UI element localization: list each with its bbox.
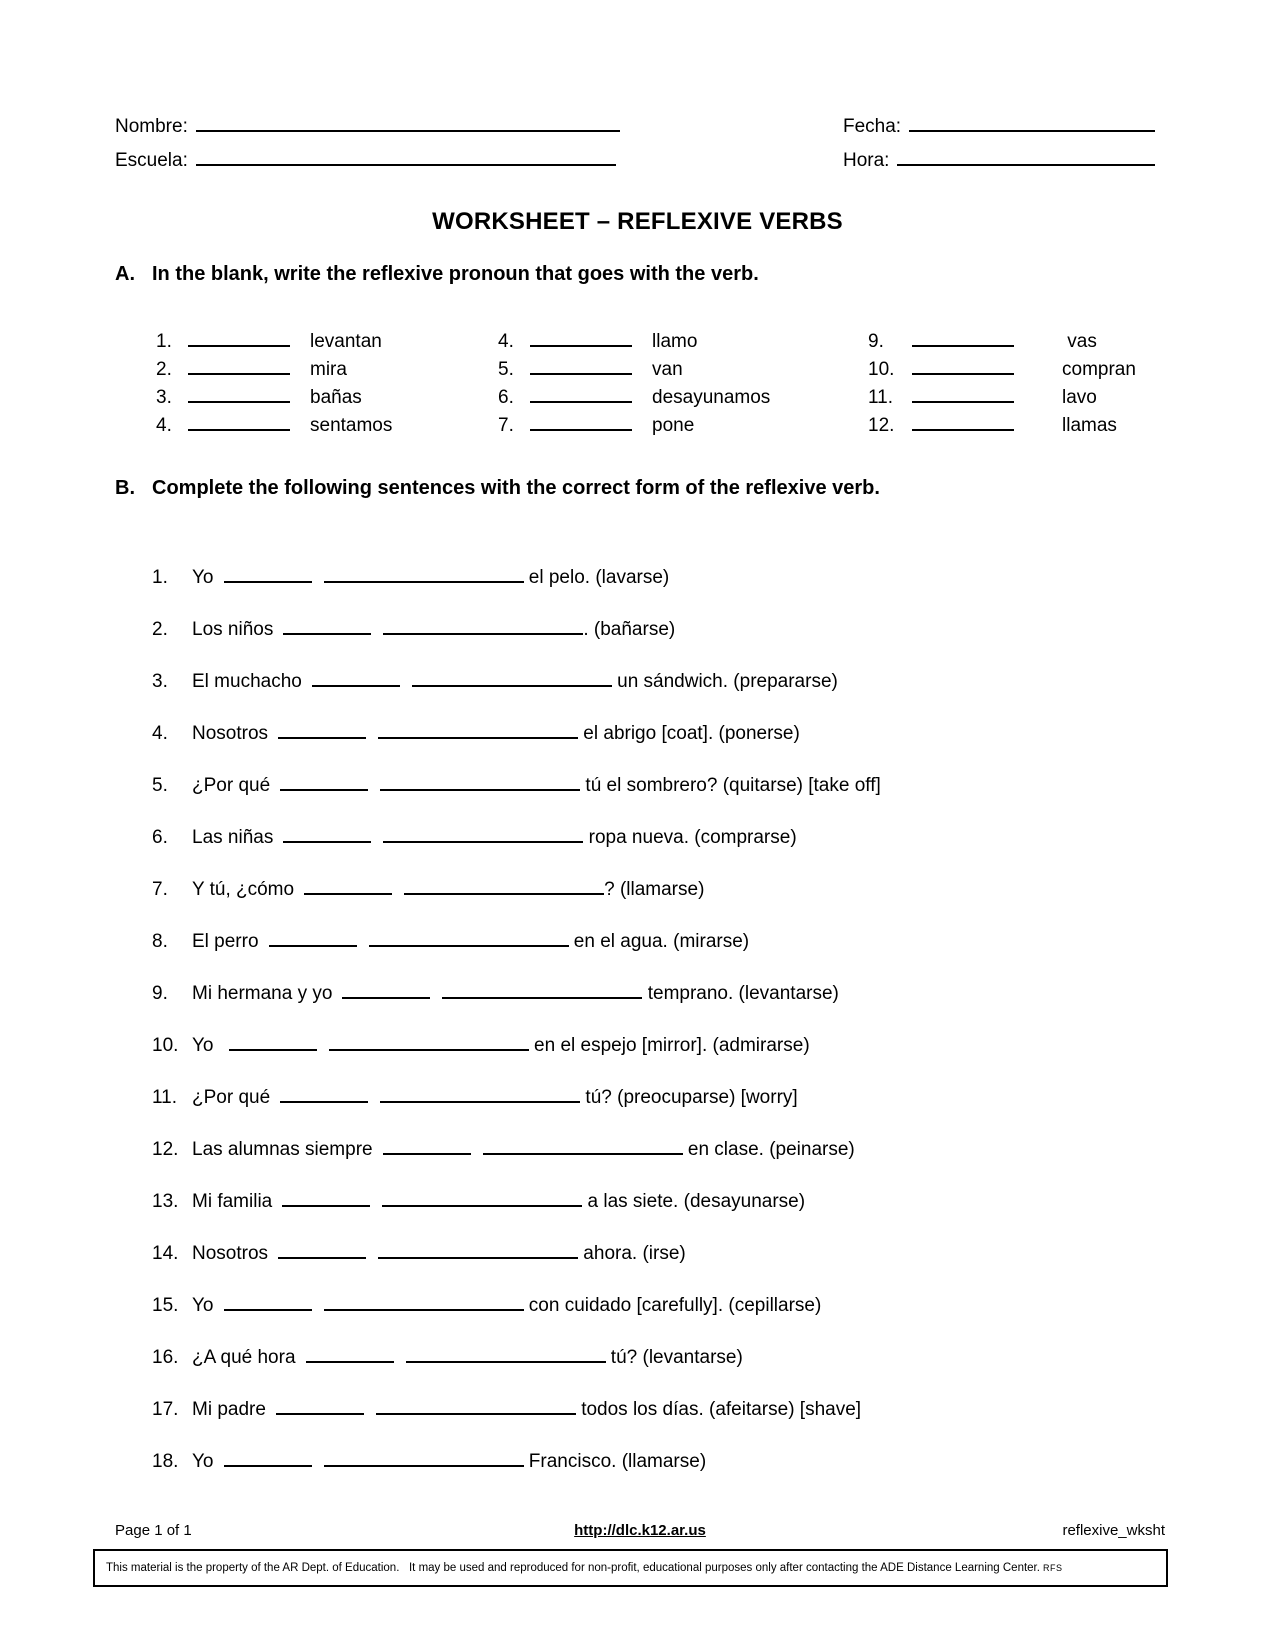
verb-text: van <box>652 359 683 380</box>
sentence-end: el pelo. (lavarse) <box>523 567 670 588</box>
b-item <box>152 822 881 874</box>
pronoun-blank <box>530 326 632 347</box>
escuela-blank-line <box>196 146 616 166</box>
page-title: WORKSHEET – REFLEXIVE VERBS <box>432 208 843 235</box>
verb-blank <box>383 822 583 843</box>
item-number: 11. <box>152 1087 178 1108</box>
pronoun-blank <box>530 410 632 431</box>
pronoun-blank <box>283 614 371 635</box>
item-number: 16. <box>152 1347 179 1368</box>
item-number: 2. <box>152 619 168 640</box>
verb-blank <box>324 562 524 583</box>
pronoun-blank <box>188 382 290 403</box>
b-item <box>152 1030 881 1082</box>
item-number: 4. <box>156 415 172 436</box>
b-item <box>152 978 881 1030</box>
verb-text: llamo <box>652 331 698 352</box>
a-item <box>868 382 1136 410</box>
sentence-end: en clase. (peinarse) <box>682 1139 855 1160</box>
verb-blank <box>329 1030 529 1051</box>
document-name: reflexive_wksht <box>1062 1522 1165 1539</box>
fecha-blank-line <box>909 112 1155 132</box>
sentence-end: a las siete. (desayunarse) <box>582 1191 806 1212</box>
copyright-notice-text: This material is the property of the AR Dept. of Education. It may be used and reproduced for non-profit, educational purposes only after contacting the ADE Distance Learning Center. <box>106 1562 1040 1574</box>
escuela-label: Escuela: <box>115 150 188 171</box>
b-item <box>152 1446 881 1498</box>
sentence-end: tú? (preocuparse) [worry] <box>580 1087 798 1108</box>
verb-blank <box>406 1342 606 1363</box>
verb-blank <box>383 614 583 635</box>
verb-blank <box>483 1134 683 1155</box>
b-item <box>152 1290 881 1342</box>
section-a-column-2 <box>498 326 770 438</box>
sentence-start: Yo <box>192 1035 219 1056</box>
b-item <box>152 1342 881 1394</box>
sentence-start: Los niños <box>192 619 274 640</box>
pronoun-blank <box>304 874 392 895</box>
item-number: 4. <box>498 331 514 352</box>
item-number: 2. <box>156 359 172 380</box>
verb-blank <box>380 1082 580 1103</box>
page-number: Page 1 of 1 <box>115 1522 192 1539</box>
verb-blank <box>369 926 569 947</box>
sentence-start: Mi padre <box>192 1399 266 1420</box>
pronoun-blank <box>282 1186 370 1207</box>
sentence-start: Yo <box>192 567 214 588</box>
sentence-start: Yo <box>192 1295 214 1316</box>
b-item <box>152 666 881 718</box>
item-number: 7. <box>152 879 168 900</box>
item-number: 9. <box>868 331 884 352</box>
item-number: 12. <box>868 415 895 436</box>
a-item <box>156 354 392 382</box>
a-item <box>868 410 1136 438</box>
a-item <box>156 326 392 354</box>
pronoun-blank <box>278 1238 366 1259</box>
b-item <box>152 1082 881 1134</box>
item-number: 6. <box>152 827 168 848</box>
verb-text: compran <box>1062 359 1136 380</box>
sentence-end: tú? (levantarse) <box>605 1347 743 1368</box>
pronoun-blank <box>224 1446 312 1467</box>
pronoun-blank <box>912 354 1014 375</box>
b-item <box>152 1134 881 1186</box>
sentence-end: en el espejo [mirror]. (admirarse) <box>528 1035 810 1056</box>
item-number: 6. <box>498 387 514 408</box>
verb-text: llamas <box>1062 415 1117 436</box>
sentence-start: ¿Por qué <box>192 1087 271 1108</box>
section-a-heading <box>115 263 759 286</box>
item-number: 5. <box>498 359 514 380</box>
verb-text: vas <box>1062 331 1097 352</box>
section-b-letter: B. <box>115 477 135 499</box>
pronoun-blank <box>269 926 357 947</box>
section-a-column-3 <box>868 326 1136 438</box>
pronoun-blank <box>188 326 290 347</box>
b-item <box>152 1186 881 1238</box>
item-number: 14. <box>152 1243 179 1264</box>
pronoun-blank <box>342 978 430 999</box>
verb-blank <box>380 770 580 791</box>
pronoun-blank <box>188 410 290 431</box>
verb-blank <box>376 1394 576 1415</box>
item-number: 15. <box>152 1295 179 1316</box>
sentence-end: todos los días. (afeitarse) [shave] <box>575 1399 862 1420</box>
sentence-start: Las alumnas siempre <box>192 1139 373 1160</box>
a-item <box>498 382 770 410</box>
sentence-end: un sándwich. (prepararse) <box>611 671 838 692</box>
item-number: 1. <box>156 331 172 352</box>
pronoun-blank <box>229 1030 317 1051</box>
sentence-end: . (bañarse) <box>583 619 676 640</box>
item-number: 4. <box>152 723 168 744</box>
sentence-start: ¿Por qué <box>192 775 271 796</box>
pronoun-blank <box>306 1342 394 1363</box>
pronoun-blank <box>912 410 1014 431</box>
verb-text: bañas <box>310 387 362 408</box>
b-item <box>152 718 881 770</box>
item-number: 10. <box>868 359 895 380</box>
item-number: 5. <box>152 775 168 796</box>
sentence-end: con cuidado [carefully]. (cepillarse) <box>523 1295 822 1316</box>
sentence-start: Las niñas <box>192 827 274 848</box>
copyright-notice-box <box>93 1549 1168 1587</box>
pronoun-blank <box>280 770 368 791</box>
verb-text: desayunamos <box>652 387 771 408</box>
pronoun-blank <box>312 666 400 687</box>
sentence-start: Mi familia <box>192 1191 273 1212</box>
verb-blank <box>378 1238 578 1259</box>
b-item <box>152 874 881 926</box>
item-number: 9. <box>152 983 168 1004</box>
sentence-end: ahora. (irse) <box>578 1243 686 1264</box>
sentence-start: Nosotros <box>192 723 269 744</box>
pronoun-blank <box>276 1394 364 1415</box>
verb-blank <box>324 1446 524 1467</box>
verb-blank <box>442 978 642 999</box>
item-number: 18. <box>152 1451 179 1472</box>
notice-initials: RFS <box>1042 1563 1063 1573</box>
b-item <box>152 770 881 822</box>
verb-text: lavo <box>1062 387 1097 408</box>
item-number: 13. <box>152 1191 179 1212</box>
verb-blank <box>378 718 578 739</box>
pronoun-blank <box>280 1082 368 1103</box>
verb-blank <box>382 1186 582 1207</box>
pronoun-blank <box>383 1134 471 1155</box>
section-a-column-1 <box>156 326 392 438</box>
pronoun-blank <box>278 718 366 739</box>
item-number: 12. <box>152 1139 179 1160</box>
item-number: 11. <box>868 387 894 408</box>
sentence-end: Francisco. (llamarse) <box>523 1451 707 1472</box>
verb-text: sentamos <box>310 415 393 436</box>
sentence-end: temprano. (levantarse) <box>642 983 839 1004</box>
a-item <box>156 410 392 438</box>
a-item <box>498 326 770 354</box>
sentence-start: Yo <box>192 1451 214 1472</box>
a-item <box>868 326 1136 354</box>
footer-url-link[interactable]: http://dlc.k12.ar.us <box>574 1522 706 1539</box>
section-b-instruction: Complete the following sentences with the correct form of the reflexive verb. <box>152 477 880 499</box>
nombre-label: Nombre: <box>115 116 188 137</box>
hora-field <box>843 146 1155 172</box>
sentence-start: Mi hermana y yo <box>192 983 333 1004</box>
nombre-field <box>115 112 620 138</box>
pronoun-blank <box>912 326 1014 347</box>
pronoun-blank <box>224 562 312 583</box>
a-item <box>498 410 770 438</box>
pronoun-blank <box>188 354 290 375</box>
item-number: 10. <box>152 1035 179 1056</box>
item-number: 1. <box>152 567 168 588</box>
pronoun-blank <box>224 1290 312 1311</box>
fecha-field <box>843 112 1155 138</box>
section-b-list <box>152 562 881 1498</box>
pronoun-blank <box>912 382 1014 403</box>
sentence-start: Nosotros <box>192 1243 269 1264</box>
sentence-start: El muchacho <box>192 671 302 692</box>
b-item <box>152 562 881 614</box>
verb-blank <box>412 666 612 687</box>
escuela-field <box>115 146 616 172</box>
a-item <box>498 354 770 382</box>
a-item <box>156 382 392 410</box>
hora-label: Hora: <box>843 150 890 171</box>
pronoun-blank <box>530 382 632 403</box>
sentence-end: tú el sombrero? (quitarse) [take off] <box>580 775 881 796</box>
item-number: 17. <box>152 1399 179 1420</box>
sentence-end: en el agua. (mirarse) <box>568 931 750 952</box>
verb-text: mira <box>310 359 347 380</box>
pronoun-blank <box>530 354 632 375</box>
sentence-start: Y tú, ¿cómo <box>192 879 295 900</box>
item-number: 7. <box>498 415 514 436</box>
b-item <box>152 1238 881 1290</box>
item-number: 8. <box>152 931 168 952</box>
sentence-start: El perro <box>192 931 259 952</box>
verb-text: pone <box>652 415 695 436</box>
hora-blank-line <box>897 146 1155 166</box>
a-item <box>868 354 1136 382</box>
section-a-instruction: In the blank, write the reflexive pronoun that goes with the verb. <box>152 263 759 285</box>
page-footer <box>115 1522 1165 1544</box>
verb-blank <box>324 1290 524 1311</box>
section-a-letter: A. <box>115 263 135 285</box>
sentence-end: el abrigo [coat]. (ponerse) <box>578 723 800 744</box>
nombre-blank-line <box>196 112 620 132</box>
b-item <box>152 614 881 666</box>
sentence-end: ropa nueva. (comprarse) <box>583 827 797 848</box>
sentence-end: ? (llamarse) <box>604 879 705 900</box>
verb-text: levantan <box>310 331 382 352</box>
section-b-heading <box>115 477 880 500</box>
b-item <box>152 926 881 978</box>
fecha-label: Fecha: <box>843 116 902 137</box>
b-item <box>152 1394 881 1446</box>
verb-blank <box>404 874 604 895</box>
item-number: 3. <box>156 387 172 408</box>
sentence-start: ¿A qué hora <box>192 1347 296 1368</box>
pronoun-blank <box>283 822 371 843</box>
item-number: 3. <box>152 671 168 692</box>
